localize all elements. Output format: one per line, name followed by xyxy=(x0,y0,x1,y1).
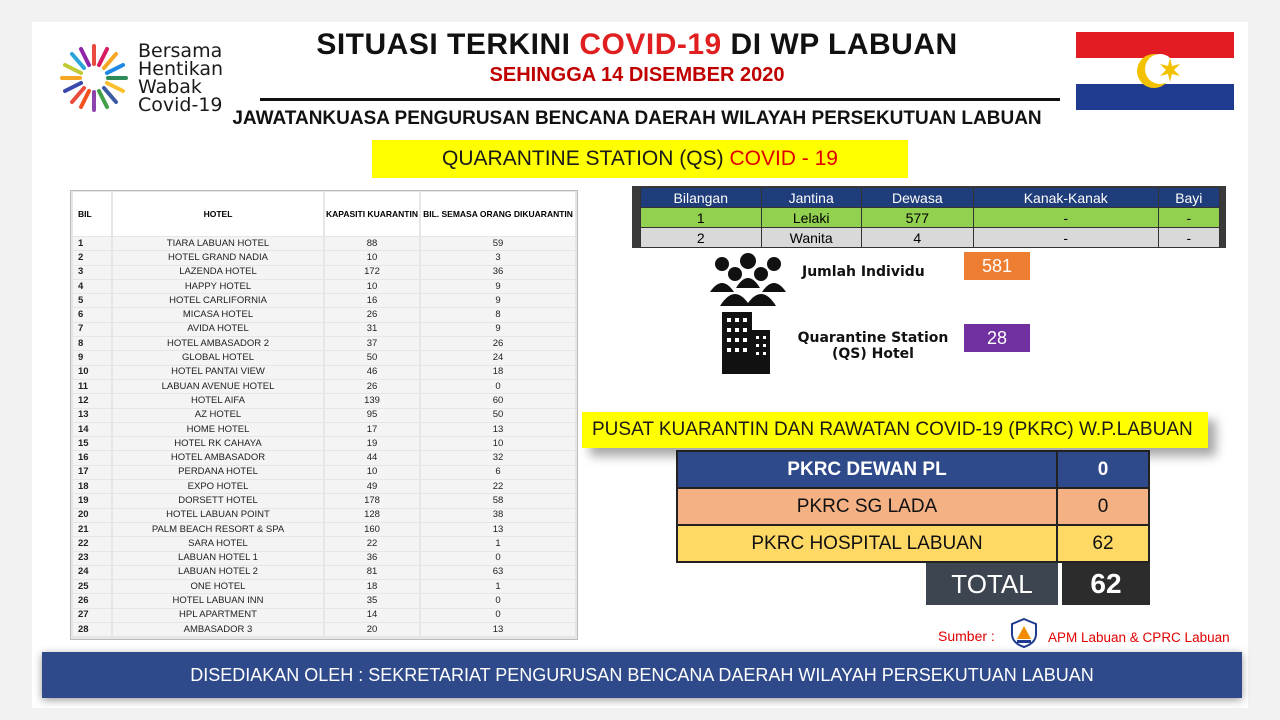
pkrc-row xyxy=(677,488,1149,525)
gender-table-header xyxy=(641,188,1220,208)
logo-text xyxy=(138,42,223,114)
title-suffix: DI WP LABUAN xyxy=(721,28,958,61)
hotel-cell-semasa: 9 xyxy=(421,294,575,307)
hotel-cell-kapasiti: 19 xyxy=(325,437,419,450)
hotel-cell-hotel: SARA HOTEL xyxy=(113,537,323,550)
hotel-row xyxy=(73,409,575,422)
gender-header-bilangan: Bilangan xyxy=(641,188,762,208)
hotel-cell-hotel: PERDANA HOTEL xyxy=(113,466,323,479)
sunburst-people-icon xyxy=(54,38,134,118)
hotel-cell-kapasiti: 17 xyxy=(325,423,419,436)
hotel-table-header xyxy=(73,192,575,236)
gender-cell: - xyxy=(1158,228,1219,248)
qs-banner xyxy=(372,140,908,178)
hotel-cell-semasa: 24 xyxy=(421,351,575,364)
hotel-cell-bil: 14 xyxy=(73,423,111,436)
hotel-row xyxy=(73,552,575,565)
hotel-cell-semasa: 26 xyxy=(421,337,575,350)
hotel-cell-bil: 19 xyxy=(73,494,111,507)
header-kapasiti: KAPASITI KUARANTIN xyxy=(325,192,419,236)
hotel-row xyxy=(73,380,575,393)
hotel-cell-kapasiti: 50 xyxy=(325,351,419,364)
hotel-cell-bil: 21 xyxy=(73,523,111,536)
logo-line-1: Bersama xyxy=(138,40,223,62)
slide xyxy=(32,22,1248,708)
hotel-row xyxy=(73,394,575,407)
hotel-row xyxy=(73,280,575,293)
hotel-cell-kapasiti: 49 xyxy=(325,480,419,493)
hotel-row xyxy=(73,237,575,250)
gender-cell: Lelaki xyxy=(761,208,861,228)
gender-cell: 1 xyxy=(641,208,762,228)
hotel-table-body xyxy=(73,237,575,636)
hotel-cell-kapasiti: 26 xyxy=(325,380,419,393)
hotel-row xyxy=(73,509,575,522)
hotel-row xyxy=(73,251,575,264)
hotel-cell-semasa: 13 xyxy=(421,523,575,536)
hotel-cell-bil: 27 xyxy=(73,609,111,622)
hotel-row xyxy=(73,366,575,379)
hotel-cell-hotel: GLOBAL HOTEL xyxy=(113,351,323,364)
hotel-cell-bil: 11 xyxy=(73,380,111,393)
pkrc-row xyxy=(677,525,1149,562)
hotel-cell-hotel: HOTEL CARLIFORNIA xyxy=(113,294,323,307)
hotel-cell-bil: 28 xyxy=(73,623,111,636)
qs-banner-prefix: QUARANTINE STATION (QS) xyxy=(442,147,730,170)
hotel-cell-semasa: 18 xyxy=(421,366,575,379)
page-subtitle: SEHINGGA 14 DISEMBER 2020 xyxy=(489,64,785,86)
pkrc-name: PKRC SG LADA xyxy=(677,488,1057,525)
hotel-cell-bil: 6 xyxy=(73,308,111,321)
jumlah-individu-label: Jumlah Individu xyxy=(802,264,925,280)
hotel-cell-hotel: HOTEL LABUAN INN xyxy=(113,594,323,607)
hotel-cell-hotel: AVIDA HOTEL xyxy=(113,323,323,336)
gender-cell: 4 xyxy=(861,228,973,248)
campaign-logo xyxy=(54,38,234,128)
hotel-cell-hotel: PALM BEACH RESORT & SPA xyxy=(113,523,323,536)
hotel-row xyxy=(73,609,575,622)
hotel-cell-bil: 12 xyxy=(73,394,111,407)
header-hotel: HOTEL xyxy=(113,192,323,236)
hotel-cell-bil: 4 xyxy=(73,280,111,293)
pkrc-value: 62 xyxy=(1057,525,1149,562)
hotel-cell-kapasiti: 44 xyxy=(325,451,419,464)
gender-row-wanita xyxy=(641,228,1220,248)
hotel-cell-hotel: DORSETT HOTEL xyxy=(113,494,323,507)
pkrc-table xyxy=(676,450,1150,563)
hotel-cell-bil: 20 xyxy=(73,509,111,522)
hotel-cell-bil: 3 xyxy=(73,266,111,279)
hotel-cell-hotel: HOTEL RK CAHAYA xyxy=(113,437,323,450)
hotel-cell-semasa: 58 xyxy=(421,494,575,507)
pkrc-name: PKRC HOSPITAL LABUAN xyxy=(677,525,1057,562)
logo-line-4: Covid-19 xyxy=(138,94,223,116)
hotel-cell-kapasiti: 10 xyxy=(325,466,419,479)
hotel-cell-semasa: 13 xyxy=(421,623,575,636)
total-value: 62 xyxy=(1062,563,1150,605)
page-title xyxy=(222,28,1052,62)
total-label: TOTAL xyxy=(926,563,1058,605)
title-prefix: SITUASI TERKINI xyxy=(316,28,580,61)
hotel-cell-bil: 23 xyxy=(73,552,111,565)
hotel-cell-kapasiti: 95 xyxy=(325,409,419,422)
logo-line-3: Wabak xyxy=(138,76,202,98)
qs-hotel-label-line1: Quarantine Station xyxy=(797,330,949,346)
hotel-row xyxy=(73,351,575,364)
hotel-cell-kapasiti: 14 xyxy=(325,609,419,622)
apm-emblem-icon xyxy=(1010,618,1038,648)
hotel-cell-bil: 25 xyxy=(73,580,111,593)
gender-cell: 577 xyxy=(861,208,973,228)
hotel-cell-hotel: HOTEL AMBASADOR 2 xyxy=(113,337,323,350)
hotel-row xyxy=(73,451,575,464)
hotel-cell-kapasiti: 172 xyxy=(325,266,419,279)
hotel-cell-kapasiti: 22 xyxy=(325,537,419,550)
hotel-cell-hotel: HOTEL PANTAI VIEW xyxy=(113,366,323,379)
title-highlight: COVID-19 xyxy=(579,28,722,61)
hotel-cell-semasa: 0 xyxy=(421,594,575,607)
hotel-row xyxy=(73,594,575,607)
hotel-cell-hotel: ONE HOTEL xyxy=(113,580,323,593)
hotel-row xyxy=(73,494,575,507)
hotel-cell-kapasiti: 18 xyxy=(325,580,419,593)
gender-cell: Wanita xyxy=(761,228,861,248)
hotel-row xyxy=(73,623,575,636)
hotel-cell-semasa: 13 xyxy=(421,423,575,436)
hotel-cell-kapasiti: 178 xyxy=(325,494,419,507)
qs-hotel-value: 28 xyxy=(964,324,1030,352)
qs-hotel-label-line2: (QS) Hotel xyxy=(832,346,914,362)
gender-row-lelaki xyxy=(641,208,1220,228)
hotel-cell-kapasiti: 88 xyxy=(325,237,419,250)
hotel-row xyxy=(73,337,575,350)
hotel-row xyxy=(73,266,575,279)
hotel-cell-bil: 17 xyxy=(73,466,111,479)
qs-hotel-label xyxy=(792,330,954,362)
pkrc-banner: PUSAT KUARANTIN DAN RAWATAN COVID-19 (PKRC) W.P.LABUAN xyxy=(582,412,1208,448)
source-value: APM Labuan & CPRC Labuan xyxy=(1048,630,1230,645)
hotel-cell-hotel: HOME HOTEL xyxy=(113,423,323,436)
gender-cell: - xyxy=(973,228,1158,248)
hotel-cell-bil: 5 xyxy=(73,294,111,307)
building-icon xyxy=(720,308,772,374)
hotel-table xyxy=(71,191,577,637)
hotel-cell-hotel: HAPPY HOTEL xyxy=(113,280,323,293)
hotel-cell-kapasiti: 10 xyxy=(325,280,419,293)
hotel-cell-bil: 8 xyxy=(73,337,111,350)
hotel-cell-kapasiti: 160 xyxy=(325,523,419,536)
hotel-row xyxy=(73,294,575,307)
hotel-cell-semasa: 36 xyxy=(421,266,575,279)
hotel-table-panel xyxy=(70,190,578,640)
hotel-row xyxy=(73,323,575,336)
hotel-cell-hotel: TIARA LABUAN HOTEL xyxy=(113,237,323,250)
hotel-cell-semasa: 6 xyxy=(421,466,575,479)
hotel-cell-kapasiti: 35 xyxy=(325,594,419,607)
pkrc-value: 0 xyxy=(1057,451,1149,488)
hotel-cell-semasa: 10 xyxy=(421,437,575,450)
pkrc-value: 0 xyxy=(1057,488,1149,525)
hotel-cell-semasa: 22 xyxy=(421,480,575,493)
hotel-cell-hotel: LABUAN AVENUE HOTEL xyxy=(113,380,323,393)
jumlah-individu-value: 581 xyxy=(964,252,1030,280)
gender-cell: - xyxy=(1158,208,1219,228)
hotel-cell-semasa: 8 xyxy=(421,308,575,321)
hotel-cell-hotel: HOTEL LABUAN POINT xyxy=(113,509,323,522)
hotel-cell-hotel: LAZENDA HOTEL xyxy=(113,266,323,279)
gender-header-kanak: Kanak-Kanak xyxy=(973,188,1158,208)
hotel-cell-hotel: HOTEL AMBASADOR xyxy=(113,451,323,464)
hotel-cell-bil: 10 xyxy=(73,366,111,379)
footer-banner: DISEDIAKAN OLEH : SEKRETARIAT PENGURUSAN BENCANA DAERAH WILAYAH PERSEKUTUAN LABUAN xyxy=(42,652,1242,698)
gender-header-dewasa: Dewasa xyxy=(861,188,973,208)
hotel-cell-hotel: HPL APARTMENT xyxy=(113,609,323,622)
hotel-cell-bil: 18 xyxy=(73,480,111,493)
hotel-row xyxy=(73,423,575,436)
pkrc-row xyxy=(677,451,1149,488)
hotel-cell-kapasiti: 81 xyxy=(325,566,419,579)
header-semasa: BIL. SEMASA ORANG DIKUARANTIN xyxy=(421,192,575,236)
qs-banner-highlight: COVID - 19 xyxy=(729,147,838,170)
source-note xyxy=(938,628,1230,645)
gender-table xyxy=(640,187,1220,248)
hotel-cell-kapasiti: 139 xyxy=(325,394,419,407)
hotel-cell-semasa: 63 xyxy=(421,566,575,579)
hotel-cell-hotel: EXPO HOTEL xyxy=(113,480,323,493)
hotel-cell-semasa: 59 xyxy=(421,237,575,250)
hotel-cell-bil: 7 xyxy=(73,323,111,336)
hotel-row xyxy=(73,437,575,450)
hotel-cell-kapasiti: 128 xyxy=(325,509,419,522)
hotel-cell-kapasiti: 37 xyxy=(325,337,419,350)
hotel-cell-semasa: 50 xyxy=(421,409,575,422)
hotel-row xyxy=(73,566,575,579)
hotel-row xyxy=(73,523,575,536)
hotel-row xyxy=(73,466,575,479)
hotel-cell-semasa: 60 xyxy=(421,394,575,407)
hotel-cell-semasa: 1 xyxy=(421,580,575,593)
hotel-cell-hotel: AMBASADOR 3 xyxy=(113,623,323,636)
hotel-cell-semasa: 9 xyxy=(421,280,575,293)
hotel-cell-bil: 15 xyxy=(73,437,111,450)
hotel-cell-kapasiti: 20 xyxy=(325,623,419,636)
gender-cell: - xyxy=(973,208,1158,228)
hotel-cell-hotel: MICASA HOTEL xyxy=(113,308,323,321)
hotel-cell-bil: 1 xyxy=(73,237,111,250)
header-bil: BIL xyxy=(73,192,111,236)
gender-header-bayi: Bayi xyxy=(1158,188,1219,208)
hotel-cell-hotel: LABUAN HOTEL 2 xyxy=(113,566,323,579)
committee-name: JAWATANKUASA PENGURUSAN BENCANA DAERAH WILAYAH PERSEKUTUAN LABUAN xyxy=(232,108,1042,129)
hotel-cell-kapasiti: 46 xyxy=(325,366,419,379)
hotel-cell-semasa: 0 xyxy=(421,380,575,393)
hotel-row xyxy=(73,480,575,493)
gender-header-jantina: Jantina xyxy=(761,188,861,208)
hotel-cell-bil: 22 xyxy=(73,537,111,550)
hotel-cell-semasa: 9 xyxy=(421,323,575,336)
hotel-cell-bil: 9 xyxy=(73,351,111,364)
hotel-cell-hotel: LABUAN HOTEL 1 xyxy=(113,552,323,565)
gender-cell: 2 xyxy=(641,228,762,248)
hotel-cell-semasa: 3 xyxy=(421,251,575,264)
logo-line-2: Hentikan xyxy=(138,58,224,80)
source-label: Sumber : xyxy=(938,628,995,644)
hotel-cell-semasa: 0 xyxy=(421,552,575,565)
hotel-cell-kapasiti: 16 xyxy=(325,294,419,307)
labuan-flag-icon xyxy=(1076,32,1234,110)
hotel-cell-hotel: AZ HOTEL xyxy=(113,409,323,422)
pkrc-name: PKRC DEWAN PL xyxy=(677,451,1057,488)
hotel-cell-semasa: 32 xyxy=(421,451,575,464)
hotel-cell-bil: 26 xyxy=(73,594,111,607)
hotel-cell-kapasiti: 10 xyxy=(325,251,419,264)
hotel-cell-bil: 13 xyxy=(73,409,111,422)
hotel-cell-bil: 24 xyxy=(73,566,111,579)
hotel-cell-semasa: 0 xyxy=(421,609,575,622)
hotel-cell-hotel: HOTEL GRAND NADIA xyxy=(113,251,323,264)
hotel-cell-bil: 16 xyxy=(73,451,111,464)
people-group-icon xyxy=(708,252,788,306)
title-divider xyxy=(260,98,1060,101)
hotel-cell-kapasiti: 36 xyxy=(325,552,419,565)
hotel-cell-semasa: 1 xyxy=(421,537,575,550)
hotel-row xyxy=(73,308,575,321)
hotel-cell-hotel: HOTEL AIFA xyxy=(113,394,323,407)
hotel-cell-kapasiti: 31 xyxy=(325,323,419,336)
hotel-row xyxy=(73,580,575,593)
hotel-cell-bil: 2 xyxy=(73,251,111,264)
hotel-cell-semasa: 38 xyxy=(421,509,575,522)
hotel-cell-kapasiti: 26 xyxy=(325,308,419,321)
hotel-row xyxy=(73,537,575,550)
